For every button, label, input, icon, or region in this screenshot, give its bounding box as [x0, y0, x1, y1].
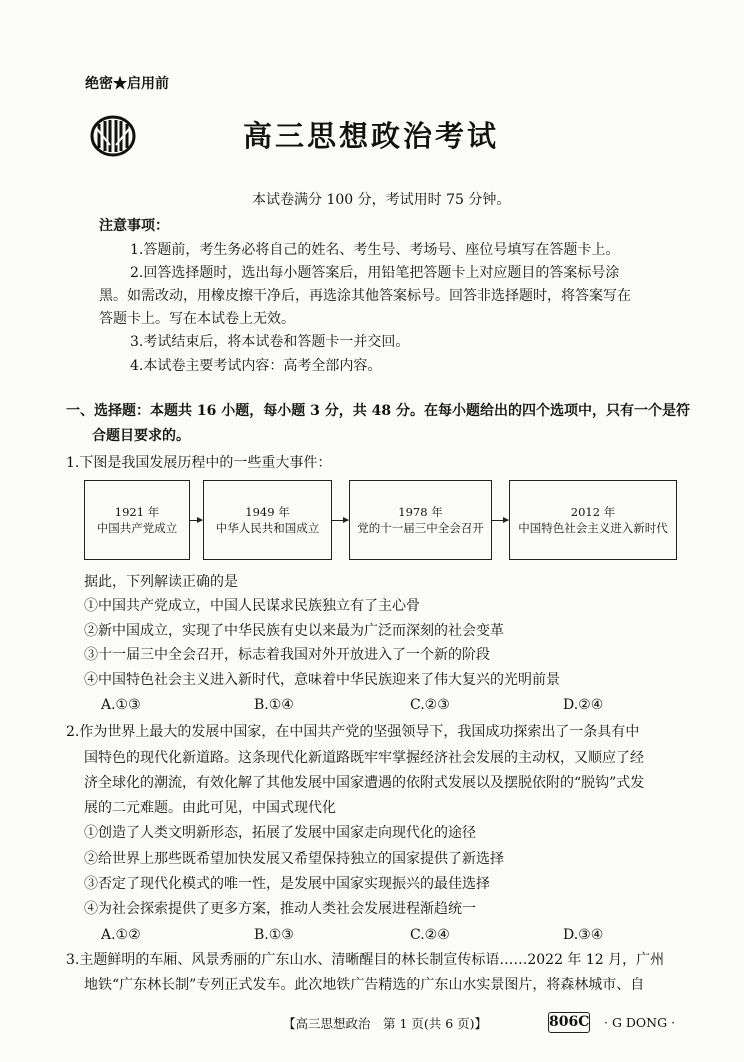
q1-option-a[interactable]: A.①③ — [101, 697, 141, 713]
page-footer: 【高三思想政治 第 1 页(共 6 页)】 — [283, 1016, 488, 1031]
q1-prompt: 据此，下列解读正确的是 — [84, 574, 238, 590]
q2-stem-line-4: 展的二元难题。由此可见，中国式现代化 — [84, 800, 336, 816]
timeline-box-1949 — [203, 480, 332, 560]
exam-code-badge: 806C — [548, 1012, 590, 1033]
q1-statement-4: ④中国特色社会主义进入新时代，意味着中华民族迎来了伟大复兴的光明前景 — [84, 672, 560, 688]
exam-title: 高三思想政治考试 — [243, 119, 500, 153]
note-2-line-1: 2.回答选择题时，选出每小题答案后，用铅笔把答题卡上对应题目的答案标号涂 — [130, 265, 620, 281]
timeline-event: 中国特色社会主义进入新时代 — [518, 521, 668, 535]
timeline-year: 1921 年 — [114, 505, 160, 519]
timeline-year: 1949 年 — [245, 505, 290, 519]
q1-stem: 1.下图是我国发展历程中的一些重大事件： — [66, 455, 332, 471]
publisher-logo — [90, 115, 136, 157]
timeline-arrow — [492, 520, 508, 521]
q2-statement-4: ④为社会探索提供了更多方案，推动人类社会发展进程渐趋统一 — [84, 901, 476, 917]
timeline-box-1921 — [84, 480, 190, 560]
note-2-line-2: 黑。如需改动，用橡皮擦干净后，再选涂其他答案标号。回答非选择题时，将答案写在 — [99, 288, 631, 304]
q2-stem-line-2: 国特色的现代化新道路。这条现代化新道路既牢牢掌握经济社会发展的主动权，又顺应了经 — [84, 750, 644, 766]
exam-subtitle: 本试卷满分 100 分，考试用时 75 分钟。 — [252, 192, 511, 208]
q2-option-a[interactable]: A.①② — [101, 927, 141, 943]
note-3: 3.考试结束后，将本试卷和答题卡一并交回。 — [130, 334, 410, 350]
q1-statement-2: ②新中国成立，实现了中华民族有史以来最为广泛而深刻的社会变革 — [84, 623, 504, 639]
q1-option-c[interactable]: C.②③ — [410, 697, 450, 713]
note-2-line-3: 答题卡上。写在本试卷上无效。 — [99, 311, 295, 327]
q1-option-b[interactable]: B.①④ — [254, 697, 294, 713]
timeline-event: 中华人民共和国成立 — [215, 521, 320, 535]
timeline-arrow — [190, 520, 202, 521]
q2-statement-3: ③否定了现代化模式的唯一性，是发展中国家实现振兴的最佳选择 — [84, 876, 490, 892]
q2-option-b[interactable]: B.①③ — [254, 927, 294, 943]
q1-option-d[interactable]: D.②④ — [563, 697, 604, 713]
region-label: · G DONG · — [604, 1015, 676, 1030]
section-1-heading: 一、选择题：本题共 16 小题，每小题 3 分，共 48 分。在每小题给出的四个选项中，只有一个是符 — [66, 403, 690, 419]
q2-stem-line-1: 2.作为世界上最大的发展中国家，在中国共产党的坚强领导下，我国成功探索出了一条具有中 — [66, 724, 640, 740]
note-4: 4.本试卷主要考试内容：高考全部内容。 — [130, 358, 382, 374]
timeline-box-2012 — [509, 480, 677, 560]
timeline-year: 1978 年 — [398, 505, 443, 519]
q3-stem-line-1: 3.主题鲜明的车厢、风景秀丽的广东山水、清晰醒目的林长制宣传标语……2022 年 12 月，广州 — [66, 952, 665, 968]
timeline-event: 中国共产党成立 — [96, 521, 178, 535]
q3-stem-line-2: 地铁“广东林长制”专列正式发车。此次地铁广告精选的广东山水实景图片，将森林城市、自 — [84, 977, 645, 993]
q1-statement-3: ③十一届三中全会召开，标志着我国对外开放进入了一个新的阶段 — [84, 647, 490, 663]
q2-statement-1: ①创造了人类文明新形态，拓展了发展中国家走向现代化的途径 — [84, 825, 476, 841]
q2-option-c[interactable]: C.②④ — [410, 927, 450, 943]
q2-statement-2: ②给世界上那些既希望加快发展又希望保持独立的国家提供了新选择 — [84, 851, 504, 867]
timeline-arrow — [332, 520, 348, 521]
timeline-year: 2012 年 — [570, 505, 616, 519]
confidential-label: 绝密★启用前 — [85, 76, 169, 92]
notes-heading: 注意事项： — [99, 218, 169, 234]
q2-option-d[interactable]: D.③④ — [563, 927, 604, 943]
timeline-event: 党的十一届三中全会召开 — [357, 521, 484, 535]
q2-stem-line-3: 济全球化的潮流，有效化解了其他发展中国家遭遇的依附式发展以及摆脱依附的“脱钩”式发 — [84, 775, 645, 791]
q1-statement-1: ①中国共产党成立，中国人民谋求民族独立有了主心骨 — [84, 598, 420, 614]
note-1: 1.答题前，考生务必将自己的姓名、考生号、考场号、座位号填写在答题卡上。 — [130, 242, 620, 258]
timeline-box-1978 — [349, 480, 492, 560]
section-1-heading-cont: 合题目要求的。 — [92, 428, 190, 444]
